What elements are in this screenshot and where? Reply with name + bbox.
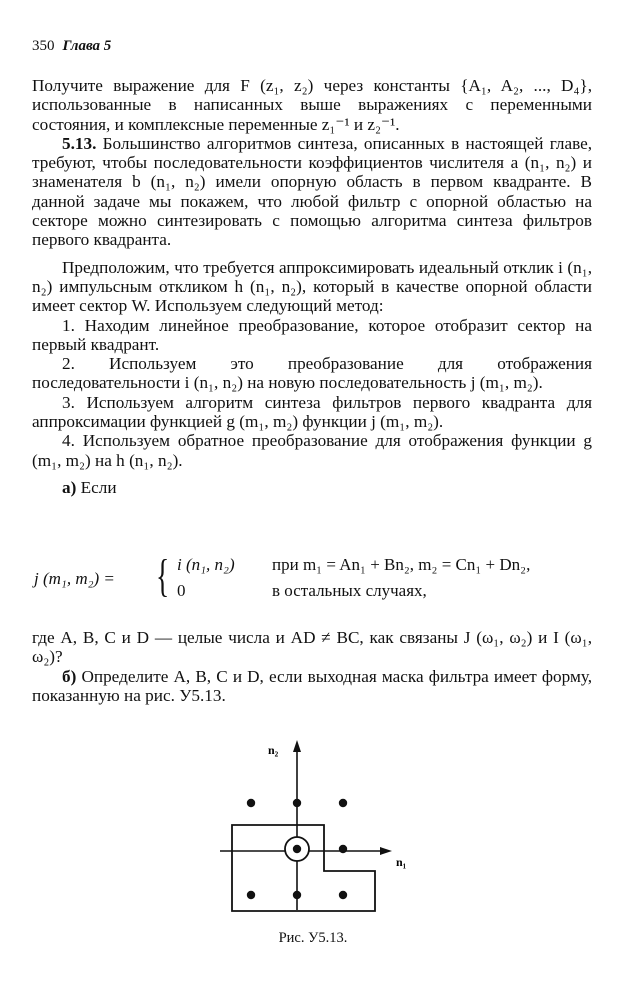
step-3: 3. Используем алгоритм синтеза фильтров первого квадранта для аппроксимации функцией g (m₁, m₂) функции j (m₁, m₂). bbox=[32, 392, 592, 432]
formula-case2-value: 0 bbox=[177, 581, 186, 600]
part-a-text: Если bbox=[80, 477, 117, 497]
figure-caption: Рис. У5.13. bbox=[278, 930, 348, 946]
chapter-title: Глава 5 bbox=[62, 38, 112, 54]
filter-mask-figure bbox=[220, 738, 420, 918]
page-header bbox=[32, 38, 111, 55]
part-b-text: Определите A, B, C и D, если выходная маска фильтра имеет форму, показанную на рис. У5.13. bbox=[32, 666, 592, 705]
mask-point-4 bbox=[339, 845, 347, 853]
mask-point-5 bbox=[247, 891, 255, 899]
n1-axis-arrow bbox=[380, 847, 392, 855]
piecewise-formula bbox=[32, 550, 602, 605]
mask-point-1 bbox=[293, 799, 301, 807]
step-4: 4. Используем обратное преобразование для отображения функции g (m₁, m₂) на h (n₁, n₂). bbox=[32, 431, 592, 470]
part-a bbox=[32, 478, 592, 497]
paragraph-intro: Получите выражение для F (z₁, z₂) через константы {A₁, A₂, ..., D₄}, использованные в написанных выше выражениях с переменными состояния, и комплексные переменные z₁⁻¹ и z₂⁻¹. bbox=[32, 76, 592, 134]
part-a-label: а) bbox=[62, 477, 77, 497]
paragraph-method: Предположим, что требуется аппроксимировать идеальный отклик i (n₁, n₂) импульсным откликом h (n₁, n₂), который в качестве опорной области имеет сектор W. Используем следующий метод: bbox=[32, 257, 592, 316]
formula-lhs: j (m₁, m₂) = bbox=[34, 569, 115, 588]
n2-axis-label: n₂ bbox=[268, 743, 279, 757]
question-relation: где A, B, C и D — целые числа и AD ≠ BC, как связаны J (ω₁, ω₂) и I (ω₁, ω₂)? bbox=[32, 628, 592, 667]
mask-point-0 bbox=[247, 799, 255, 807]
body-text-top bbox=[32, 76, 592, 497]
formula-case1-condition: при m₁ = An₁ + Bn₂, m₂ = Cn₁ + Dn₂, bbox=[272, 555, 531, 574]
formula-brace: { bbox=[156, 550, 170, 601]
part-b bbox=[32, 667, 592, 706]
problem-number: 5.13. bbox=[62, 133, 97, 153]
mask-point-3 bbox=[293, 845, 301, 853]
problem-5-13 bbox=[32, 134, 592, 250]
problem-text: Большинство алгоритмов синтеза, описанных в настоящей главе, требуют, чтобы последовательности коэффициентов числителя a (n₁, n₂) и знаменателя b (n₁, n₂) имели опорную область в первом квадранте. В данной задаче мы покажем, что любой фильтр с опорной областью на секторе можно синтезировать с помощью алгоритма синтеза фильтров первого квадранта. bbox=[32, 133, 593, 250]
part-b-label: б) bbox=[62, 666, 77, 686]
mask-point-6 bbox=[293, 891, 301, 899]
formula-case1-value: i (n₁, n₂) bbox=[177, 555, 235, 574]
step-2: 2. Используем это преобразование для отображения последовательности i (n₁, n₂) на новую последовательность j (m₁, m₂). bbox=[32, 354, 592, 393]
page-number: 350 bbox=[32, 38, 55, 54]
n1-axis-label: n₁ bbox=[396, 855, 407, 869]
body-text-bottom bbox=[32, 628, 592, 705]
mask-point-7 bbox=[339, 891, 347, 899]
mask-point-2 bbox=[339, 799, 347, 807]
n2-axis-arrow bbox=[293, 740, 301, 752]
step-1: 1. Находим линейное преобразование, которое отобразит сектор на первый квадрант. bbox=[32, 315, 592, 354]
formula-case2-condition: в остальных случаях, bbox=[272, 581, 427, 600]
